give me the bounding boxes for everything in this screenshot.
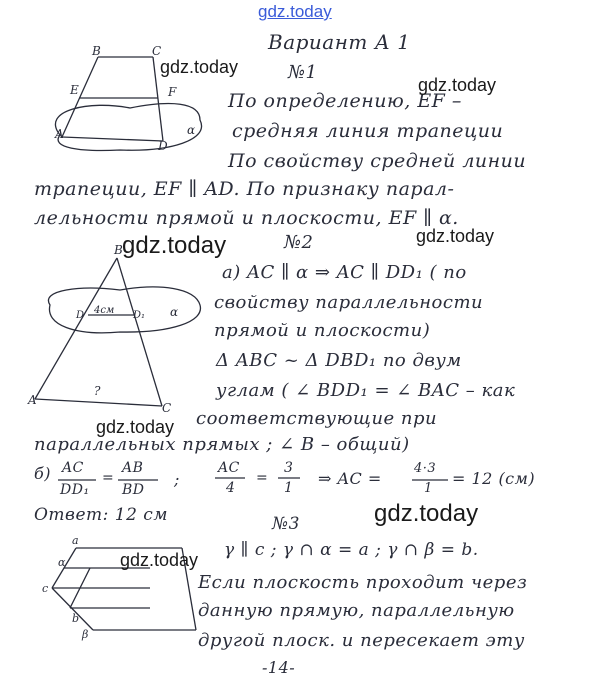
watermark-7: gdz.today bbox=[120, 550, 199, 570]
fig2-label-question: ? bbox=[94, 384, 101, 398]
task3-line-2: данную прямую, параллельную bbox=[198, 600, 515, 621]
task1-line-2: средняя линия трапеции bbox=[232, 120, 504, 142]
fig2-label-a: A bbox=[28, 393, 37, 407]
task3-number: №3 bbox=[272, 514, 300, 534]
watermark-top[interactable]: gdz.today bbox=[258, 2, 332, 21]
fig1-label-d: D bbox=[158, 139, 168, 153]
prop-eq-1: = bbox=[102, 470, 115, 486]
fig1-label-a: A bbox=[55, 127, 64, 141]
prop-left-den1: DD₁ bbox=[60, 482, 90, 498]
task1-line-5: лельности прямой и плоскости, EF ∥ α. bbox=[34, 207, 459, 229]
fig2-label-alpha: α bbox=[170, 305, 179, 319]
fraction-bars bbox=[58, 478, 448, 480]
prop-right-den1: 4 bbox=[226, 480, 236, 496]
fig2-label-d1: D₁ bbox=[133, 310, 146, 321]
fig1-label-e: E bbox=[70, 83, 79, 97]
result-frac-den: 1 bbox=[424, 481, 433, 496]
fig3-label-b: b bbox=[72, 612, 80, 625]
fig3-label-a: a bbox=[72, 534, 79, 547]
watermark-1: gdz.today bbox=[160, 57, 239, 77]
result-tail: = 12 (см) bbox=[452, 469, 536, 488]
prop-sep: ; bbox=[174, 470, 180, 489]
task2-part-b: б) bbox=[34, 464, 52, 483]
result-prefix: ⇒ AC = bbox=[318, 469, 382, 488]
watermark-3: gdz.today bbox=[122, 232, 227, 259]
fig3-label-alpha: α bbox=[58, 556, 66, 569]
fig1-label-alpha: α bbox=[187, 123, 196, 137]
task1-line-4: трапеции, EF ∥ AD. По признаку парал- bbox=[34, 178, 455, 200]
fig3-label-beta: β bbox=[82, 628, 89, 641]
prop-left-num2: AB bbox=[122, 460, 144, 476]
watermark-4: gdz.today bbox=[416, 226, 495, 246]
task2-answer: Ответ: 12 см bbox=[34, 505, 168, 525]
result-frac-num: 4·3 bbox=[414, 461, 437, 476]
fig2-label-b: B bbox=[114, 243, 123, 257]
fig1-label-b: B bbox=[92, 44, 101, 58]
fig2-label-c: C bbox=[162, 401, 172, 415]
task3-line-3: другой плоск. и пересекает эту bbox=[198, 630, 525, 651]
task2-line-5: углам ( ∠ BDD₁ = ∠ BAC – как bbox=[216, 380, 516, 401]
fig2-length: 4см bbox=[94, 305, 115, 316]
task1-number: №1 bbox=[288, 62, 318, 83]
prop-left-den2: BD bbox=[122, 482, 145, 498]
task2-line-7: параллельных прямых ; ∠ B – общий) bbox=[34, 434, 410, 455]
watermark-5: gdz.today bbox=[96, 417, 175, 437]
watermark-6: gdz.today bbox=[374, 500, 479, 527]
prop-right-num2: 3 bbox=[284, 460, 294, 476]
fig3-label-c: c bbox=[42, 582, 49, 595]
page-number: -14- bbox=[262, 658, 296, 677]
task2-line-1: а) AC ∥ α ⇒ AC ∥ DD₁ ( по bbox=[222, 262, 467, 283]
task2-line-6: соответствующие при bbox=[196, 408, 438, 429]
task3-line-1: Если плоскость проходит через bbox=[198, 572, 528, 593]
fig1-label-f: F bbox=[168, 85, 177, 99]
prop-eq-2: = bbox=[256, 470, 269, 486]
figure-2-triangle bbox=[35, 258, 200, 406]
task2-number: №2 bbox=[284, 232, 314, 253]
fig1-label-c: C bbox=[152, 44, 162, 58]
task2-line-3: прямой и плоскости) bbox=[214, 320, 431, 341]
task1-line-3: По свойству средней линии bbox=[228, 150, 527, 172]
task1-line-1: По определению, EF – bbox=[228, 90, 462, 112]
task3-line-0: γ ∥ c ; γ ∩ α = a ; γ ∩ β = b. bbox=[224, 540, 479, 560]
fig2-label-d: D bbox=[76, 310, 85, 321]
task2-line-4: Δ ABC ~ Δ DBD₁ по двум bbox=[216, 350, 462, 371]
prop-right-num1: AC bbox=[218, 460, 240, 476]
watermark-2: gdz.today bbox=[418, 75, 497, 95]
task2-line-2: свойству параллельности bbox=[214, 292, 484, 313]
variant-heading: Вариант А 1 bbox=[268, 30, 411, 54]
prop-right-den2: 1 bbox=[284, 480, 294, 496]
prop-left-num1: AC bbox=[62, 460, 84, 476]
